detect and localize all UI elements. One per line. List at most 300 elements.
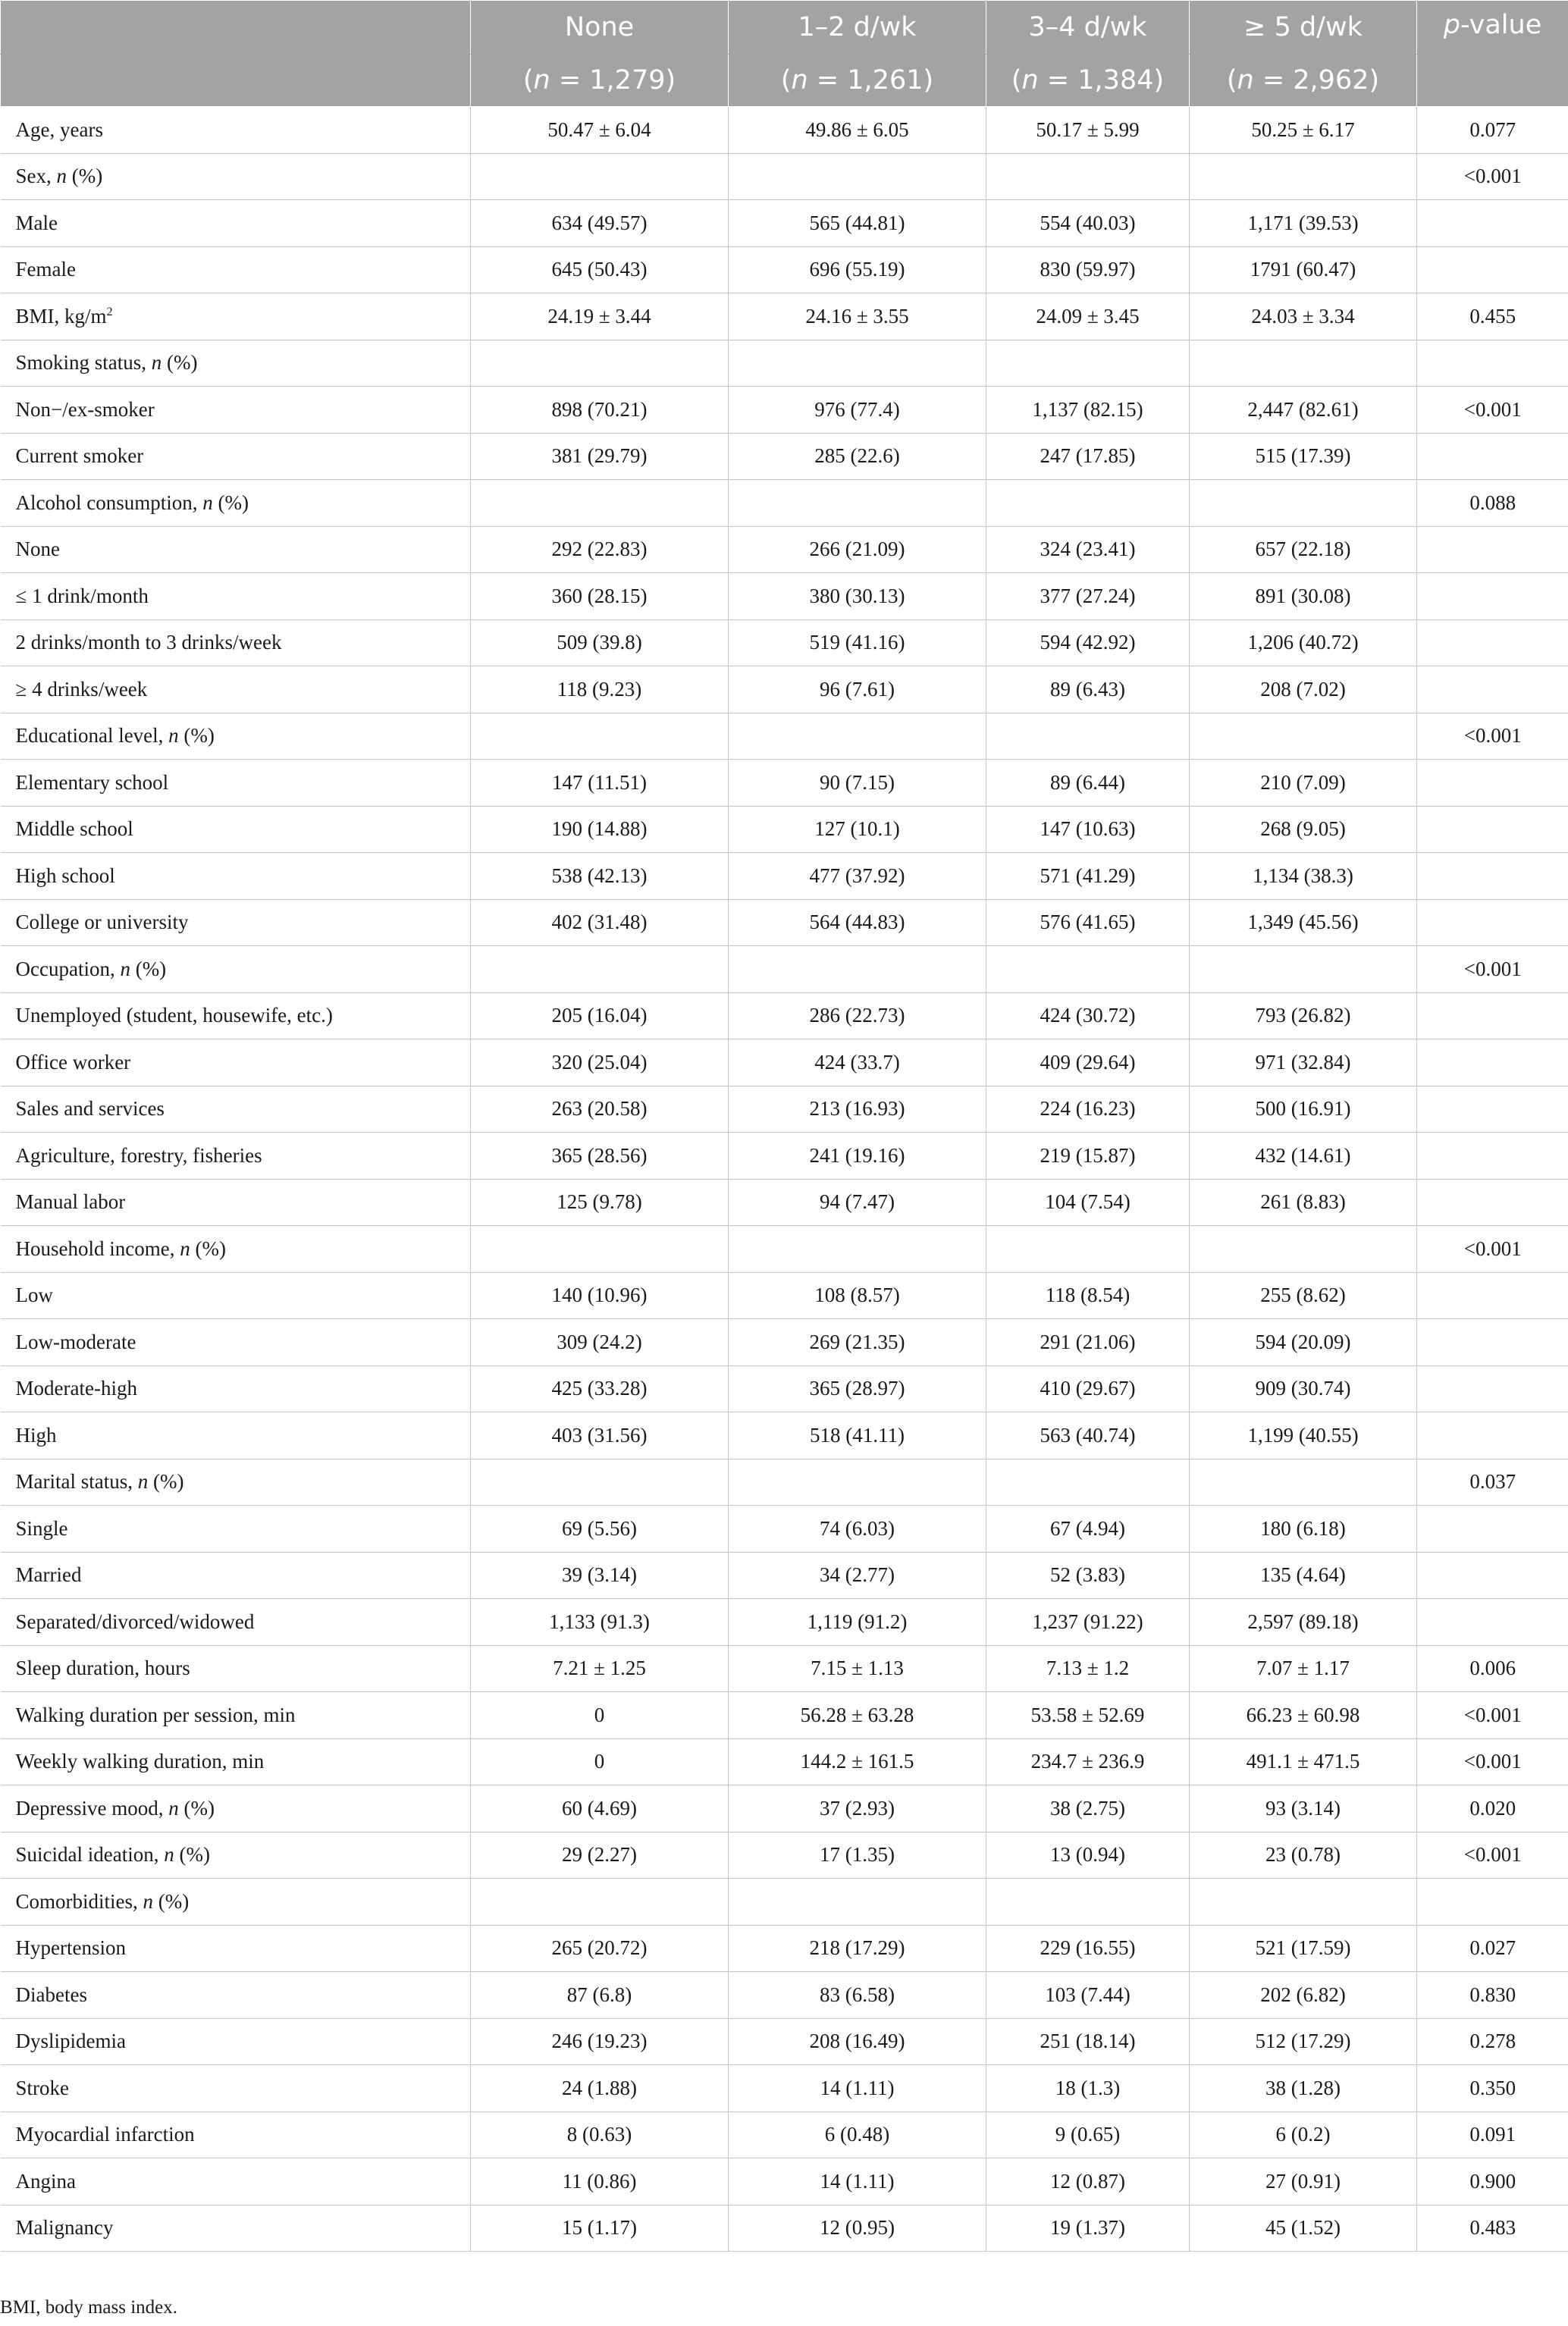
row-label: Smoking status, n (%) bbox=[1, 340, 471, 387]
row-pvalue bbox=[1417, 1179, 1568, 1226]
table-row bbox=[1, 946, 1568, 993]
row-pvalue bbox=[1417, 806, 1568, 853]
row-value bbox=[1190, 480, 1417, 527]
row-pvalue bbox=[1417, 1272, 1568, 1319]
row-value: 118 (9.23) bbox=[471, 666, 729, 713]
row-value: 1,134 (38.3) bbox=[1190, 853, 1417, 900]
table-row bbox=[1, 713, 1568, 760]
table-row bbox=[1, 899, 1568, 946]
row-pvalue: 0.900 bbox=[1417, 2158, 1568, 2205]
row-value: 309 (24.2) bbox=[471, 1319, 729, 1366]
row-value: 18 (1.3) bbox=[986, 2065, 1190, 2112]
row-label: Male bbox=[1, 200, 471, 247]
row-value bbox=[729, 153, 986, 200]
row-value: 564 (44.83) bbox=[729, 899, 986, 946]
row-value: 247 (17.85) bbox=[986, 433, 1190, 480]
row-label: Household income, n (%) bbox=[1, 1226, 471, 1273]
row-label: High bbox=[1, 1412, 471, 1459]
row-value: 108 (8.57) bbox=[729, 1272, 986, 1319]
table-row bbox=[1, 340, 1568, 387]
row-pvalue: 0.483 bbox=[1417, 2205, 1568, 2252]
row-pvalue bbox=[1417, 992, 1568, 1039]
row-value bbox=[471, 1459, 729, 1506]
row-label: Walking duration per session, min bbox=[1, 1692, 471, 1739]
row-value: 291 (21.06) bbox=[986, 1319, 1190, 1366]
row-value bbox=[471, 480, 729, 527]
row-value: 286 (22.73) bbox=[729, 992, 986, 1039]
table-row bbox=[1, 619, 1568, 666]
row-label: Office worker bbox=[1, 1039, 471, 1086]
row-value: 11 (0.86) bbox=[471, 2158, 729, 2205]
row-value bbox=[986, 1459, 1190, 1506]
row-value: 190 (14.88) bbox=[471, 806, 729, 853]
row-value: 24.09 ± 3.45 bbox=[986, 293, 1190, 340]
table-row bbox=[1, 2018, 1568, 2065]
row-label: None bbox=[1, 526, 471, 573]
row-pvalue bbox=[1417, 760, 1568, 807]
row-value: 565 (44.81) bbox=[729, 200, 986, 247]
header-n-1-2: (n = 1,261) bbox=[729, 55, 986, 107]
row-label: BMI, $kg/m^2$ bbox=[1, 293, 471, 340]
row-value: 34 (2.77) bbox=[729, 1552, 986, 1599]
row-value: 830 (59.97) bbox=[986, 246, 1190, 293]
row-value: 518 (41.11) bbox=[729, 1412, 986, 1459]
row-value: 265 (20.72) bbox=[471, 1925, 729, 1972]
row-pvalue bbox=[1417, 1133, 1568, 1180]
row-value: 7.13 ± 1.2 bbox=[986, 1645, 1190, 1692]
row-value: 2,597 (89.18) bbox=[1190, 1599, 1417, 1646]
table-row bbox=[1, 1272, 1568, 1319]
row-value bbox=[1190, 153, 1417, 200]
row-label: Dyslipidemia bbox=[1, 2018, 471, 2065]
row-value: 135 (4.64) bbox=[1190, 1552, 1417, 1599]
header-col-1-2: 1–2 d/wk bbox=[729, 1, 986, 55]
table-row bbox=[1, 1738, 1568, 1785]
row-label: Malignancy bbox=[1, 2205, 471, 2252]
row-value: 205 (16.04) bbox=[471, 992, 729, 1039]
table-body bbox=[1, 107, 1568, 2252]
row-value: 268 (9.05) bbox=[1190, 806, 1417, 853]
table-row bbox=[1, 1086, 1568, 1133]
row-value: 27 (0.91) bbox=[1190, 2158, 1417, 2205]
row-value: 246 (19.23) bbox=[471, 2018, 729, 2065]
row-value: 500 (16.91) bbox=[1190, 1086, 1417, 1133]
row-pvalue: <0.001 bbox=[1417, 1692, 1568, 1739]
table-row bbox=[1, 200, 1568, 247]
row-pvalue bbox=[1417, 1599, 1568, 1646]
table-row bbox=[1, 1133, 1568, 1180]
row-value: 432 (14.61) bbox=[1190, 1133, 1417, 1180]
row-value: 53.58 ± 52.69 bbox=[986, 1692, 1190, 1739]
row-pvalue bbox=[1417, 1552, 1568, 1599]
row-value: 263 (20.58) bbox=[471, 1086, 729, 1133]
row-label: Alcohol consumption, n (%) bbox=[1, 480, 471, 527]
row-value: 409 (29.64) bbox=[986, 1039, 1190, 1086]
table-row bbox=[1, 760, 1568, 807]
row-pvalue: <0.001 bbox=[1417, 1832, 1568, 1879]
row-value: 127 (10.1) bbox=[729, 806, 986, 853]
row-label: Weekly walking duration, min bbox=[1, 1738, 471, 1785]
row-pvalue: 0.278 bbox=[1417, 2018, 1568, 2065]
row-value: 477 (37.92) bbox=[729, 853, 986, 900]
row-value: 266 (21.09) bbox=[729, 526, 986, 573]
row-pvalue: 0.091 bbox=[1417, 2111, 1568, 2158]
table-row bbox=[1, 1179, 1568, 1226]
table-row bbox=[1, 1226, 1568, 1273]
row-pvalue bbox=[1417, 666, 1568, 713]
row-label: Suicidal ideation, n (%) bbox=[1, 1832, 471, 1879]
table-row bbox=[1, 666, 1568, 713]
row-value: 39 (3.14) bbox=[471, 1552, 729, 1599]
row-value bbox=[471, 713, 729, 760]
row-value: 89 (6.43) bbox=[986, 666, 1190, 713]
row-value: 94 (7.47) bbox=[729, 1179, 986, 1226]
row-value: 103 (7.44) bbox=[986, 1972, 1190, 2019]
row-value: 60 (4.69) bbox=[471, 1785, 729, 1832]
row-value: 93 (3.14) bbox=[1190, 1785, 1417, 1832]
row-value: 229 (16.55) bbox=[986, 1925, 1190, 1972]
row-value: 23 (0.78) bbox=[1190, 1832, 1417, 1879]
table-row bbox=[1, 153, 1568, 200]
table-row bbox=[1, 1692, 1568, 1739]
row-value: 2,447 (82.61) bbox=[1190, 387, 1417, 434]
row-label: Separated/divorced/widowed bbox=[1, 1599, 471, 1646]
row-pvalue bbox=[1417, 526, 1568, 573]
row-value: 380 (30.13) bbox=[729, 573, 986, 620]
row-pvalue bbox=[1417, 1319, 1568, 1366]
row-value: 45 (1.52) bbox=[1190, 2205, 1417, 2252]
row-pvalue: 0.006 bbox=[1417, 1645, 1568, 1692]
table-row bbox=[1, 387, 1568, 434]
row-value: 87 (6.8) bbox=[471, 1972, 729, 2019]
header-n-3-4: (n = 1,384) bbox=[986, 55, 1190, 107]
table-row bbox=[1, 2158, 1568, 2205]
row-value: 50.17 ± 5.99 bbox=[986, 107, 1190, 154]
row-value: 491.1 ± 471.5 bbox=[1190, 1738, 1417, 1785]
row-label: ≥ 4 drinks/week bbox=[1, 666, 471, 713]
table-row bbox=[1, 1645, 1568, 1692]
row-value: 14 (1.11) bbox=[729, 2065, 986, 2112]
row-value: 144.2 ± 161.5 bbox=[729, 1738, 986, 1785]
row-value: 515 (17.39) bbox=[1190, 433, 1417, 480]
row-label: Educational level, n (%) bbox=[1, 713, 471, 760]
row-value: 24 (1.88) bbox=[471, 2065, 729, 2112]
header-col-none: None bbox=[471, 1, 729, 55]
row-value: 1,119 (91.2) bbox=[729, 1599, 986, 1646]
row-value: 90 (7.15) bbox=[729, 760, 986, 807]
table-row bbox=[1, 293, 1568, 340]
row-value: 594 (42.92) bbox=[986, 619, 1190, 666]
table-row bbox=[1, 1599, 1568, 1646]
row-value bbox=[986, 1226, 1190, 1273]
header-corner bbox=[1, 1, 471, 55]
table-row bbox=[1, 1832, 1568, 1879]
row-pvalue bbox=[1417, 433, 1568, 480]
table-row bbox=[1, 2111, 1568, 2158]
row-pvalue bbox=[1417, 200, 1568, 247]
row-pvalue: <0.001 bbox=[1417, 1738, 1568, 1785]
row-value bbox=[986, 153, 1190, 200]
table-row bbox=[1, 1879, 1568, 1926]
row-label: College or university bbox=[1, 899, 471, 946]
row-value: 377 (27.24) bbox=[986, 573, 1190, 620]
row-value: 0 bbox=[471, 1738, 729, 1785]
row-value bbox=[471, 340, 729, 387]
row-pvalue: <0.001 bbox=[1417, 387, 1568, 434]
row-value: 37 (2.93) bbox=[729, 1785, 986, 1832]
row-value: 7.15 ± 1.13 bbox=[729, 1645, 986, 1692]
row-value bbox=[1190, 1879, 1417, 1926]
row-pvalue bbox=[1417, 619, 1568, 666]
table-row bbox=[1, 246, 1568, 293]
row-value: 66.23 ± 60.98 bbox=[1190, 1692, 1417, 1739]
row-label: Married bbox=[1, 1552, 471, 1599]
row-value: 657 (22.18) bbox=[1190, 526, 1417, 573]
row-value bbox=[1190, 946, 1417, 993]
row-label: ≤ 1 drink/month bbox=[1, 573, 471, 620]
table-row bbox=[1, 480, 1568, 527]
row-value: 1,137 (82.15) bbox=[986, 387, 1190, 434]
row-value bbox=[729, 1879, 986, 1926]
row-label: Non−/ex-smoker bbox=[1, 387, 471, 434]
row-pvalue: <0.001 bbox=[1417, 153, 1568, 200]
row-label: Diabetes bbox=[1, 1972, 471, 2019]
table-row bbox=[1, 1319, 1568, 1366]
row-value: 645 (50.43) bbox=[471, 246, 729, 293]
row-value: 12 (0.87) bbox=[986, 2158, 1190, 2205]
table-row bbox=[1, 1506, 1568, 1553]
row-value: 538 (42.13) bbox=[471, 853, 729, 900]
row-value: 147 (10.63) bbox=[986, 806, 1190, 853]
table-header bbox=[1, 1, 1568, 107]
row-value: 509 (39.8) bbox=[471, 619, 729, 666]
row-value: 69 (5.56) bbox=[471, 1506, 729, 1553]
row-pvalue: 0.830 bbox=[1417, 1972, 1568, 2019]
row-value: 909 (30.74) bbox=[1190, 1365, 1417, 1412]
row-value bbox=[986, 713, 1190, 760]
row-value: 285 (22.6) bbox=[729, 433, 986, 480]
row-value: 89 (6.44) bbox=[986, 760, 1190, 807]
row-pvalue bbox=[1417, 899, 1568, 946]
row-value: 213 (16.93) bbox=[729, 1086, 986, 1133]
row-value: 594 (20.09) bbox=[1190, 1319, 1417, 1366]
row-value: 634 (49.57) bbox=[471, 200, 729, 247]
row-pvalue bbox=[1417, 853, 1568, 900]
row-pvalue bbox=[1417, 1039, 1568, 1086]
row-value: 74 (6.03) bbox=[729, 1506, 986, 1553]
row-value: 6 (0.48) bbox=[729, 2111, 986, 2158]
row-value: 67 (4.94) bbox=[986, 1506, 1190, 1553]
row-value: 269 (21.35) bbox=[729, 1319, 986, 1366]
row-value: 7.07 ± 1.17 bbox=[1190, 1645, 1417, 1692]
table-row bbox=[1, 853, 1568, 900]
table-row bbox=[1, 2065, 1568, 2112]
header-col-5plus: ≥ 5 d/wk bbox=[1190, 1, 1417, 55]
row-pvalue: <0.001 bbox=[1417, 1226, 1568, 1273]
header-pvalue: p-value bbox=[1417, 1, 1568, 107]
row-label: High school bbox=[1, 853, 471, 900]
row-value: 360 (28.15) bbox=[471, 573, 729, 620]
row-value: 521 (17.59) bbox=[1190, 1925, 1417, 1972]
header-col-3-4: 3–4 d/wk bbox=[986, 1, 1190, 55]
row-value: 519 (41.16) bbox=[729, 619, 986, 666]
row-value: 219 (15.87) bbox=[986, 1133, 1190, 1180]
table-row bbox=[1, 1039, 1568, 1086]
table-row bbox=[1, 433, 1568, 480]
row-value: 1,237 (91.22) bbox=[986, 1599, 1190, 1646]
table-row bbox=[1, 806, 1568, 853]
table-row bbox=[1, 1972, 1568, 2019]
row-value bbox=[729, 1459, 986, 1506]
row-value: 49.86 ± 6.05 bbox=[729, 107, 986, 154]
row-value: 1791 (60.47) bbox=[1190, 246, 1417, 293]
row-value bbox=[729, 340, 986, 387]
row-label: Female bbox=[1, 246, 471, 293]
row-value: 1,133 (91.3) bbox=[471, 1599, 729, 1646]
row-value: 8 (0.63) bbox=[471, 2111, 729, 2158]
row-value: 56.28 ± 63.28 bbox=[729, 1692, 986, 1739]
row-value: 52 (3.83) bbox=[986, 1552, 1190, 1599]
row-pvalue: <0.001 bbox=[1417, 946, 1568, 993]
row-value: 241 (19.16) bbox=[729, 1133, 986, 1180]
row-value: 125 (9.78) bbox=[471, 1179, 729, 1226]
row-label: Current smoker bbox=[1, 433, 471, 480]
row-value: 83 (6.58) bbox=[729, 1972, 986, 2019]
row-label: Myocardial infarction bbox=[1, 2111, 471, 2158]
row-label: Angina bbox=[1, 2158, 471, 2205]
row-value: 251 (18.14) bbox=[986, 2018, 1190, 2065]
row-value: 17 (1.35) bbox=[729, 1832, 986, 1879]
table-row bbox=[1, 526, 1568, 573]
row-value bbox=[729, 1226, 986, 1273]
row-label: Low bbox=[1, 1272, 471, 1319]
table-row bbox=[1, 1925, 1568, 1972]
row-pvalue bbox=[1417, 1365, 1568, 1412]
row-value: 104 (7.54) bbox=[986, 1179, 1190, 1226]
row-label: Middle school bbox=[1, 806, 471, 853]
row-value bbox=[471, 1879, 729, 1926]
row-value: 29 (2.27) bbox=[471, 1832, 729, 1879]
row-value: 554 (40.03) bbox=[986, 200, 1190, 247]
row-pvalue: 0.350 bbox=[1417, 2065, 1568, 2112]
row-label: Single bbox=[1, 1506, 471, 1553]
header-corner-lower bbox=[1, 55, 471, 107]
row-value bbox=[471, 153, 729, 200]
row-value bbox=[729, 713, 986, 760]
row-value: 512 (17.29) bbox=[1190, 2018, 1417, 2065]
row-value bbox=[1190, 340, 1417, 387]
row-value bbox=[1190, 713, 1417, 760]
row-value bbox=[986, 480, 1190, 527]
row-pvalue bbox=[1417, 1879, 1568, 1926]
row-value: 234.7 ± 236.9 bbox=[986, 1738, 1190, 1785]
row-value bbox=[986, 1879, 1190, 1926]
row-value: 210 (7.09) bbox=[1190, 760, 1417, 807]
row-value: 365 (28.56) bbox=[471, 1133, 729, 1180]
row-value: 1,199 (40.55) bbox=[1190, 1412, 1417, 1459]
row-value: 403 (31.56) bbox=[471, 1412, 729, 1459]
row-pvalue: 0.020 bbox=[1417, 1785, 1568, 1832]
row-value bbox=[471, 946, 729, 993]
row-pvalue: 0.077 bbox=[1417, 107, 1568, 154]
row-label: Depressive mood, n (%) bbox=[1, 1785, 471, 1832]
table-row bbox=[1, 573, 1568, 620]
row-value: 7.21 ± 1.25 bbox=[471, 1645, 729, 1692]
row-value: 563 (40.74) bbox=[986, 1412, 1190, 1459]
row-value: 571 (41.29) bbox=[986, 853, 1190, 900]
row-value bbox=[986, 340, 1190, 387]
table-row bbox=[1, 1785, 1568, 1832]
row-label: Sleep duration, hours bbox=[1, 1645, 471, 1692]
row-value: 208 (16.49) bbox=[729, 2018, 986, 2065]
row-label: Stroke bbox=[1, 2065, 471, 2112]
row-pvalue bbox=[1417, 246, 1568, 293]
row-pvalue: <0.001 bbox=[1417, 713, 1568, 760]
row-value: 50.25 ± 6.17 bbox=[1190, 107, 1417, 154]
row-value: 224 (16.23) bbox=[986, 1086, 1190, 1133]
row-label: Comorbidities, n (%) bbox=[1, 1879, 471, 1926]
row-value: 13 (0.94) bbox=[986, 1832, 1190, 1879]
row-value: 424 (33.7) bbox=[729, 1039, 986, 1086]
row-pvalue bbox=[1417, 573, 1568, 620]
row-label: Marital status, n (%) bbox=[1, 1459, 471, 1506]
row-value: 96 (7.61) bbox=[729, 666, 986, 713]
row-value: 261 (8.83) bbox=[1190, 1179, 1417, 1226]
row-value: 1,349 (45.56) bbox=[1190, 899, 1417, 946]
row-value: 147 (11.51) bbox=[471, 760, 729, 807]
row-value: 971 (32.84) bbox=[1190, 1039, 1417, 1086]
row-label: Agriculture, forestry, fisheries bbox=[1, 1133, 471, 1180]
row-value: 140 (10.96) bbox=[471, 1272, 729, 1319]
row-pvalue bbox=[1417, 1412, 1568, 1459]
table-row bbox=[1, 992, 1568, 1039]
row-value: 324 (23.41) bbox=[986, 526, 1190, 573]
table-row bbox=[1, 1459, 1568, 1506]
row-value: 6 (0.2) bbox=[1190, 2111, 1417, 2158]
table-row bbox=[1, 2205, 1568, 2252]
row-value: 50.47 ± 6.04 bbox=[471, 107, 729, 154]
row-value: 292 (22.83) bbox=[471, 526, 729, 573]
row-pvalue: 0.037 bbox=[1417, 1459, 1568, 1506]
header-n-none: (n = 1,279) bbox=[471, 55, 729, 107]
row-label: Age, years bbox=[1, 107, 471, 154]
row-value bbox=[1190, 1459, 1417, 1506]
row-label: Sales and services bbox=[1, 1086, 471, 1133]
row-value: 202 (6.82) bbox=[1190, 1972, 1417, 2019]
row-value bbox=[986, 946, 1190, 993]
row-label: 2 drinks/month to 3 drinks/week bbox=[1, 619, 471, 666]
row-value: 218 (17.29) bbox=[729, 1925, 986, 1972]
row-label: Low-moderate bbox=[1, 1319, 471, 1366]
row-value: 424 (30.72) bbox=[986, 992, 1190, 1039]
row-value: 898 (70.21) bbox=[471, 387, 729, 434]
row-pvalue: 0.455 bbox=[1417, 293, 1568, 340]
row-value: 118 (8.54) bbox=[986, 1272, 1190, 1319]
row-value: 180 (6.18) bbox=[1190, 1506, 1417, 1553]
table-footnote: BMI, body mass index. bbox=[0, 2297, 178, 2318]
table-row bbox=[1, 1412, 1568, 1459]
row-value: 976 (77.4) bbox=[729, 387, 986, 434]
row-value: 1,171 (39.53) bbox=[1190, 200, 1417, 247]
row-label: Unemployed (student, housewife, etc.) bbox=[1, 992, 471, 1039]
row-value bbox=[471, 1226, 729, 1273]
row-value: 208 (7.02) bbox=[1190, 666, 1417, 713]
row-value: 410 (29.67) bbox=[986, 1365, 1190, 1412]
table-row bbox=[1, 1365, 1568, 1412]
row-value bbox=[1190, 1226, 1417, 1273]
row-value: 793 (26.82) bbox=[1190, 992, 1417, 1039]
row-value bbox=[729, 480, 986, 527]
